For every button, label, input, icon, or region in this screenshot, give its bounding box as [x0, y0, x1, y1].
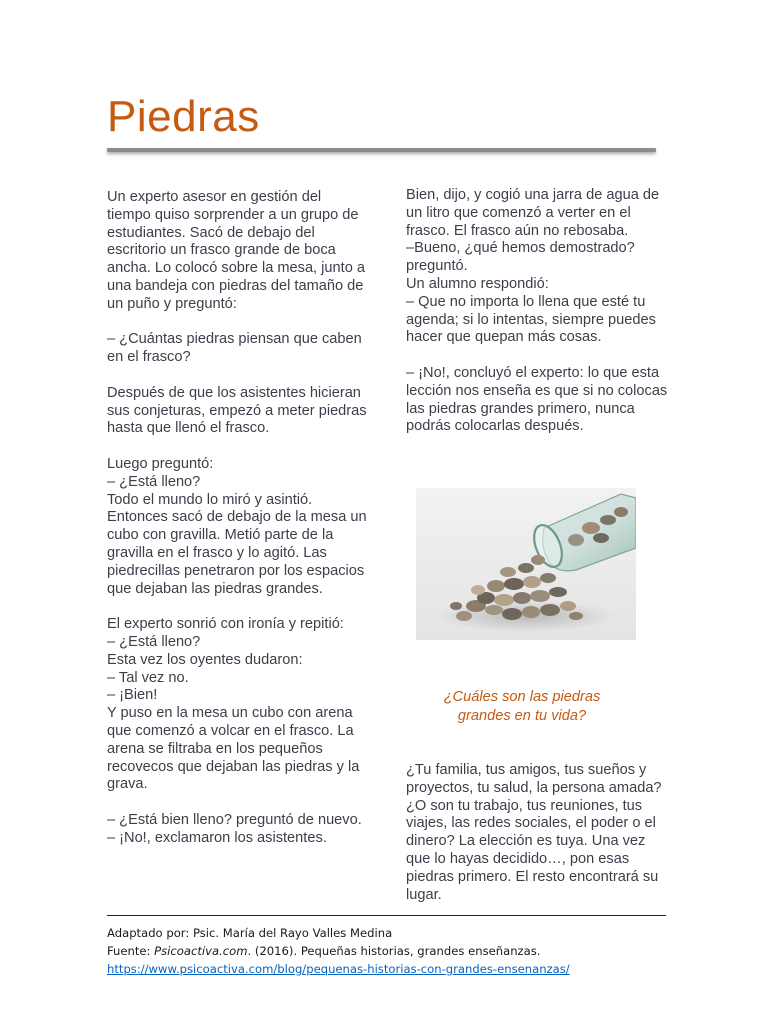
source-label: Fuente:	[107, 944, 155, 958]
jar-with-stones-image	[416, 488, 636, 640]
story-paragraph: – ¿Cuántas piedras piensan que caben en el frasco?	[107, 331, 362, 366]
story-paragraph: – ¿Está bien lleno? preguntó de nuevo. – ¡No!, exclamaron los asistentes.	[107, 811, 362, 846]
source-name: Psicoactiva.com	[154, 944, 248, 958]
source-link[interactable]: https://www.psicoactiva.com/blog/pequenas-historias-con-grandes-ensenanzas/	[107, 962, 570, 976]
reflection-answer: ¿Tu familia, tus amigos, tus sueños y proyectos, tu salud, la persona amada? ¿O son tu trabajo, tus reuniones, tus viajes, las redes sociales, el poder o el dinero? La elección es tuya. Una vez que lo hayas decidido…, pon esas piedras primero. El resto encontrará su lugar.	[406, 762, 662, 903]
story-paragraph: Después de que los asistentes hicieran sus conjeturas, empezó a meter piedras hasta que llenó el frasco.	[107, 384, 367, 437]
source-citation: . (2016). Pequeñas historias, grandes enseñanzas.	[247, 944, 541, 958]
footer-divider	[107, 915, 666, 916]
source-line	[107, 942, 707, 960]
story-paragraph: Bien, dijo, y cogió una jarra de agua de un litro que comenzó a verter en el frasco. El frasco aún no rebosaba. –Bueno, ¿qué hemos demostrado? preguntó. Un alumno respondió: – Que no importa lo llena que esté tu agenda; si lo intentas, siempre puedes hacer que quepan más cosas.	[406, 187, 660, 346]
story-paragraph: El experto sonrió con ironía y repitió: – ¿Está lleno? Esta vez los oyentes dudaron: – Tal vez no. – ¡Bien! Y puso en la mesa un cubo con arena que comenzó a volcar en el frasco. La arena se filtraba en los pequeños recovecos que dejaban las piedras y la grava.	[107, 616, 360, 793]
story-paragraph: Un experto asesor en gestión del tiempo quiso sorprender a un grupo de estudiantes. Sacó de debajo del escritorio un frasco grande de boca ancha. Lo colocó sobre la mesa, junto a una bandeja con piedras del tamaño de un puño y preguntó:	[107, 189, 365, 312]
story-paragraph: Luego preguntó: – ¿Está lleno? Todo el mundo lo miró y asintió. Entonces sacó de debajo de la mesa un cubo con gravilla. Metió parte de la gravilla en el frasco y lo agitó. Las piedrecillas penetraron por los espacios que dejaban las piedras grandes.	[107, 455, 367, 597]
left-column	[107, 189, 369, 865]
right-column	[406, 187, 668, 454]
page-title: Piedras	[107, 92, 260, 141]
reflection-question: ¿Cuáles son las piedras grandes en tu vida?	[443, 689, 601, 724]
footer	[107, 924, 707, 978]
adapted-by-line: Adaptado por: Psic. María del Rayo Valles Medina	[107, 926, 393, 940]
story-paragraph: – ¡No!, concluyó el experto: lo que esta lección nos enseña es que si no colocas las piedras grandes primero, nunca podrás colocarlas después.	[406, 364, 668, 435]
title-divider	[107, 148, 656, 152]
